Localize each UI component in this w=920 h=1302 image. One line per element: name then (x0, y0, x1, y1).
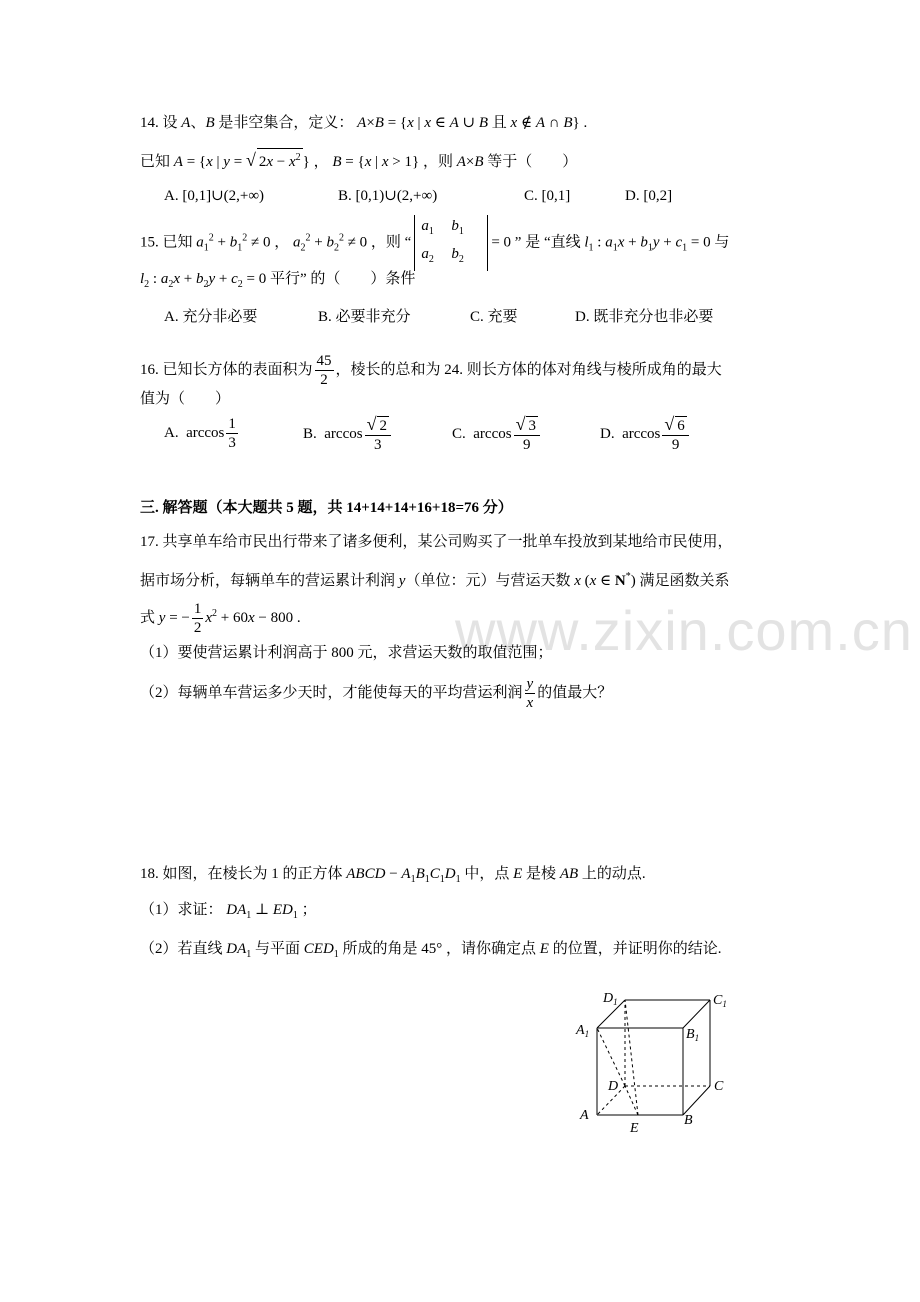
label-d: D (608, 1079, 619, 1094)
label-a1: $A_1$ (576, 1023, 590, 1039)
edge-c-b (683, 1086, 710, 1115)
q14-option-d[interactable]: D. [0,2] (625, 188, 673, 204)
q14-line1: 14. 设 A、B 是非空集合，定义： A×B = {x | x ∈ A ∪ B 且 x ∉ A ∩ B} . (140, 115, 588, 131)
edge-c1-b1 (683, 1000, 710, 1028)
q16-line1: 16. 已知长方体的表面积为 $\frac{45}{2}$ ，棱长的总和为 24. 则长方体的体对角线与棱所成角的最大 (140, 353, 722, 388)
segment-d-a1 (597, 1028, 625, 1086)
label-c: C (714, 1079, 724, 1094)
watermark: www.zixin.com.cn (455, 599, 913, 662)
q18-line1: 18. 如图，在棱长为 1 的正方体 ABCD − $A_1B_1C_1D_1$ 中，点 E 是棱 AB 上的动点. (140, 866, 646, 885)
section3-title: 三. 解答题（本大题共 5 题，共 14+14+14+16+18=76 分） (140, 500, 513, 516)
q17-part1: （1）要使营运累计利润高于 800 元，求营运天数的取值范围； (140, 645, 553, 661)
q16-line2: 值为（ ） (140, 391, 231, 407)
q14-option-b[interactable]: B. [0,1)∪(2,+∞) (338, 188, 438, 204)
q15-option-c[interactable]: C. 充要 (470, 309, 518, 325)
cube-figure (570, 990, 750, 1140)
q15-line2: $l_2$ : $a_2x + b_2y + c_2 = 0$ 平行” 的（ ）条件 (140, 271, 416, 290)
label-e: E (630, 1121, 639, 1136)
q18-part2: （2）若直线 $DA_1$ 与平面 $CED_1$ 所成的角是 45° ，请你确定点 E 的位置，并证明你的结论. (140, 941, 722, 960)
q14-option-a[interactable]: A. [0,1]∪(2,+∞) (164, 188, 265, 204)
label-c1: $C_1$ (713, 993, 727, 1009)
q17-part2: （2）每辆单车营运多少天时，才能使每天的平均营运利润 $\frac{y}{x}$ 的值最大？ (140, 676, 613, 711)
q17-line3: 式 y = − $\frac{1}{2}$ $x^2 + 60x - 800$ . (140, 601, 301, 636)
q15-option-a[interactable]: A. 充分非必要 (164, 309, 258, 325)
label-b1: $B_1$ (686, 1027, 700, 1043)
q14-line2: 已知 A = {x | y = √ $2x - x^2$ } ， B = {x | x > 1} ，则 A×B 等于（ ） (140, 150, 578, 170)
q18-part1: （1）求证： $DA_1$ ⊥ $ED_1$ ； (140, 902, 317, 921)
q16-option-b[interactable]: B. arccos $\frac{√ 2}{3}$ (303, 415, 393, 454)
q17-line2: 据市场分析，每辆单车的营运累计利润 y（单位：元）与营运天数 x (x ∈ N*) 满足函数关系 (140, 571, 730, 589)
q15-line1: 15. 已知 $a_1^2 + b_1^2 \ne 0$ ， $a_2^2 + b_2^2 \ne 0$ ，则 “ $a_1$ $b_1$ $a_2$ $b_2$ = 0 ” 是 “直线 $l_1$ : $a_1x + b_1y + c_1 = 0$ 与 (140, 215, 729, 271)
q17-line1: 17. 共享单车给市民出行带来了诸多便利，某公司购买了一批单车投放到某地给市民使用， (140, 534, 733, 550)
label-a: A (580, 1108, 589, 1123)
label-d1: $D_1$ (603, 991, 618, 1007)
q16-option-d[interactable]: D. arccos $\frac{√ 6}{9}$ (600, 415, 691, 454)
q14-option-c[interactable]: C. [0,1] (524, 188, 571, 204)
q16-option-c[interactable]: C. arccos $\frac{√ 3}{9}$ (452, 415, 542, 454)
q15-option-d[interactable]: D. 既非充分也非必要 (575, 309, 714, 325)
segment-e-d1 (625, 1000, 638, 1115)
q16-option-a[interactable]: A. arccos $\frac{1}{3}$ (164, 416, 236, 451)
q15-option-b[interactable]: B. 必要非充分 (318, 309, 411, 325)
label-b: B (684, 1113, 693, 1128)
